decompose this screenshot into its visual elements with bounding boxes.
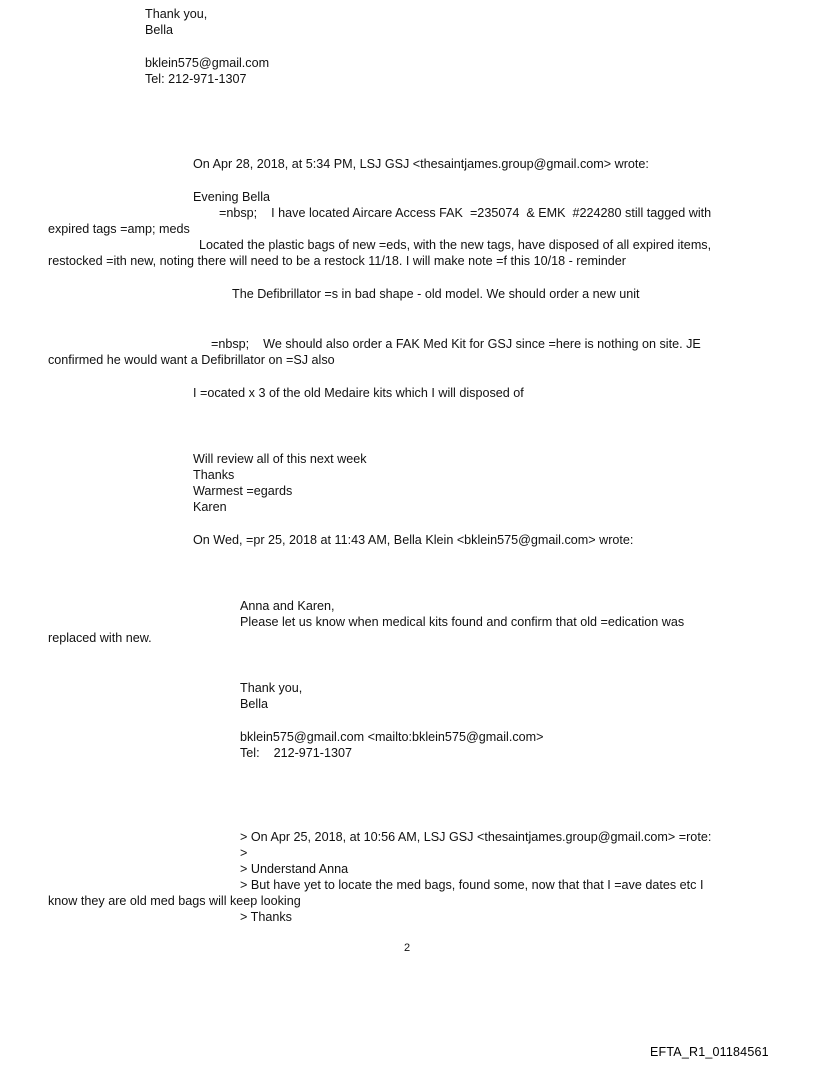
closing-line: Thank you, bbox=[240, 681, 303, 695]
body-line: I =ocated x 3 of the old Medaire kits which I will disposed of bbox=[193, 386, 524, 400]
signature-email: bklein575@gmail.com bbox=[145, 56, 270, 70]
body-line: replaced with new. bbox=[48, 631, 152, 645]
quote-line: > Understand Anna bbox=[240, 862, 349, 876]
body-line: Will review all of this next week bbox=[193, 452, 367, 466]
body-line: =nbsp; We should also order a FAK Med Kit for GSJ since =here is nothing on site. JE bbox=[211, 337, 701, 351]
body-line: Warmest =egards bbox=[193, 484, 293, 498]
body-line: expired tags =amp; meds bbox=[48, 222, 190, 236]
quote-line: know they are old med bags will keep looking bbox=[48, 894, 301, 908]
greeting: Anna and Karen, bbox=[240, 599, 335, 613]
quote-line: > bbox=[240, 846, 248, 860]
quote-line: > Thanks bbox=[240, 910, 292, 924]
quote-header: > On Apr 25, 2018, at 10:56 AM, LSJ GSJ <thesaintjames.group@gmail.com> =rote: bbox=[240, 830, 712, 844]
body-line: confirmed he would want a Defibrillator on =SJ also bbox=[48, 353, 335, 367]
greeting: Evening Bella bbox=[193, 190, 271, 204]
signature-name: Karen bbox=[193, 500, 227, 514]
body-line: restocked =ith new, noting there will need to be a restock 11/18. I will make note =f this 10/18 - reminder bbox=[48, 254, 626, 268]
body-line: Please let us know when medical kits found and confirm that old =edication was bbox=[240, 615, 685, 629]
quote-line: > But have yet to locate the med bags, found some, now that that I =ave dates etc I bbox=[240, 878, 704, 892]
signature-name: Bella bbox=[145, 23, 174, 37]
document-id-footer: EFTA_R1_01184561 bbox=[650, 1045, 769, 1059]
closing-line: Thank you, bbox=[145, 7, 208, 21]
page-number: 2 bbox=[404, 942, 411, 954]
signature-email: bklein575@gmail.com <mailto:bklein575@gmail.com> bbox=[240, 730, 544, 744]
signature-phone: Tel: 212-971-1307 bbox=[240, 746, 353, 760]
quote-header: On Wed, =pr 25, 2018 at 11:43 AM, Bella Klein <bklein575@gmail.com> wrote: bbox=[193, 533, 634, 547]
signature-name: Bella bbox=[240, 697, 269, 711]
quote-header: On Apr 28, 2018, at 5:34 PM, LSJ GSJ <thesaintjames.group@gmail.com> wrote: bbox=[193, 157, 649, 171]
body-line: Located the plastic bags of new =eds, with the new tags, have disposed of all expired items, bbox=[199, 238, 712, 252]
body-line: The Defibrillator =s in bad shape - old model. We should order a new unit bbox=[232, 287, 640, 301]
body-line: =nbsp; I have located Aircare Access FAK =235074 & EMK #224280 still tagged with bbox=[219, 206, 712, 220]
signature-phone: Tel: 212-971-1307 bbox=[145, 72, 247, 86]
body-line: Thanks bbox=[193, 468, 235, 482]
